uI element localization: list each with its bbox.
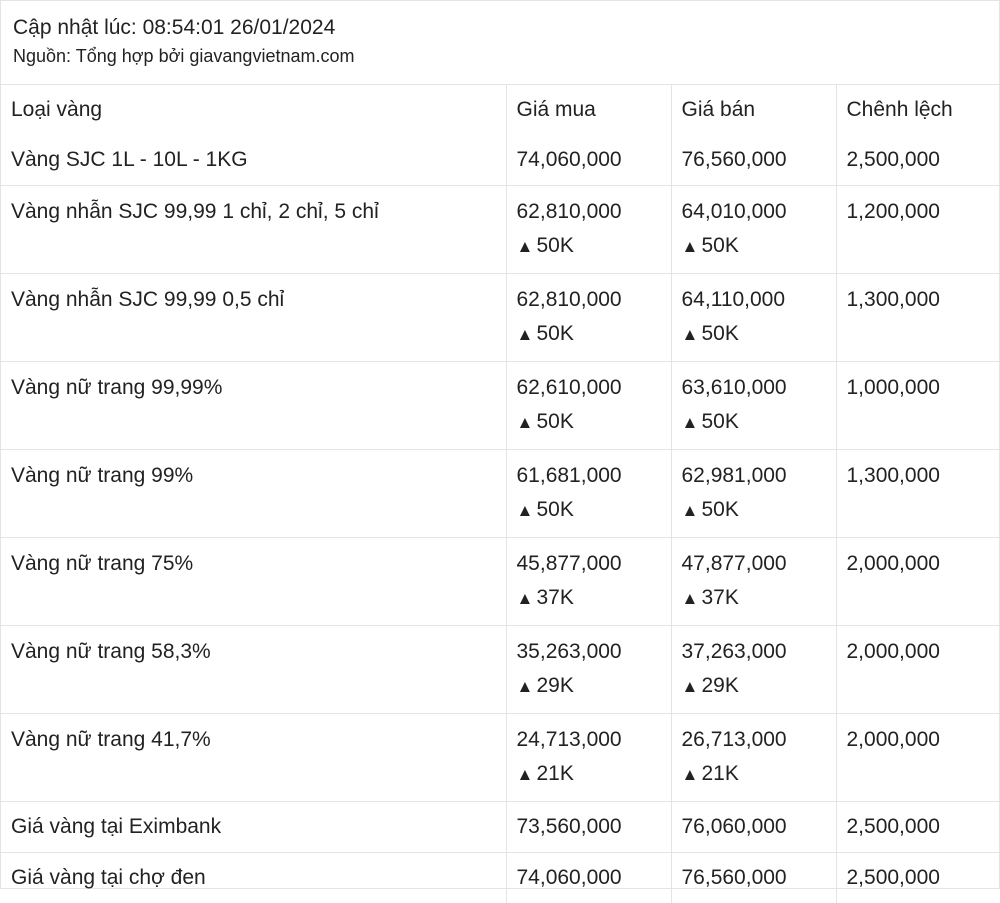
price-change (682, 405, 836, 440)
sell-price-cell (671, 450, 836, 538)
difference-cell-value: 1,300,000 (847, 288, 940, 311)
sell-price-cell (671, 626, 836, 714)
difference-cell-value: 1,000,000 (847, 376, 940, 399)
table-row (1, 538, 999, 626)
table-row (1, 450, 999, 538)
difference-cell (836, 626, 999, 714)
table-row (1, 135, 999, 186)
gold-price-table (1, 85, 999, 903)
sell-price-cell-value: 63,610,000 (682, 376, 787, 399)
price-change-amount: 29K (537, 674, 574, 697)
sell-price-cell (671, 274, 836, 362)
price-change-amount: 50K (537, 322, 574, 345)
buy-price-cell (506, 802, 671, 853)
sell-price-cell (671, 362, 836, 450)
price-change (517, 757, 671, 792)
up-triangle-icon: ▲ (682, 758, 702, 792)
gold-type-cell (1, 450, 506, 538)
gold-type-cell (1, 714, 506, 802)
difference-cell-value: 2,500,000 (847, 815, 940, 838)
gold-type-cell (1, 362, 506, 450)
table-row (1, 362, 999, 450)
sell-price-cell (671, 538, 836, 626)
difference-cell-value: 2,000,000 (847, 640, 940, 663)
up-triangle-icon: ▲ (517, 494, 537, 528)
up-triangle-icon: ▲ (682, 230, 702, 264)
sell-price-cell (671, 802, 836, 853)
gold-type-cell-value: Giá vàng tại Eximbank (11, 815, 221, 838)
column-header-sell-price: Giá bán (671, 85, 836, 135)
price-change (517, 405, 671, 440)
up-triangle-icon: ▲ (682, 406, 702, 440)
up-triangle-icon: ▲ (682, 670, 702, 704)
sell-price-cell-value: 76,560,000 (682, 866, 787, 889)
gold-type-cell (1, 538, 506, 626)
up-triangle-icon: ▲ (517, 318, 537, 352)
price-change (517, 493, 671, 528)
difference-cell (836, 802, 999, 853)
difference-cell (836, 853, 999, 903)
up-triangle-icon: ▲ (517, 406, 537, 440)
up-triangle-icon: ▲ (682, 494, 702, 528)
sell-price-cell-value: 37,263,000 (682, 640, 787, 663)
difference-cell-value: 2,000,000 (847, 728, 940, 751)
price-change (682, 493, 836, 528)
price-change-amount: 50K (537, 234, 574, 257)
difference-cell-value: 1,300,000 (847, 464, 940, 487)
price-change-amount: 50K (537, 498, 574, 521)
price-change (517, 317, 671, 352)
price-change-amount: 50K (702, 234, 739, 257)
update-timestamp: Cập nhật lúc: 08:54:01 26/01/2024 (13, 13, 987, 43)
source-credit: Nguồn: Tổng hợp bởi giavangvietnam.com (13, 43, 987, 69)
difference-cell (836, 186, 999, 274)
buy-price-cell (506, 450, 671, 538)
price-change (517, 581, 671, 616)
sell-price-cell-value: 64,110,000 (682, 288, 786, 311)
gold-type-cell (1, 274, 506, 362)
update-header (1, 1, 999, 85)
sell-price-cell-value: 26,713,000 (682, 728, 787, 751)
difference-cell-value: 2,500,000 (847, 866, 940, 889)
column-header-buy-price: Giá mua (506, 85, 671, 135)
gold-type-cell-value: Vàng nữ trang 58,3% (11, 640, 211, 663)
difference-cell (836, 714, 999, 802)
price-change-amount: 37K (537, 586, 574, 609)
table-row (1, 186, 999, 274)
price-change-amount: 29K (702, 674, 739, 697)
buy-price-cell (506, 362, 671, 450)
table-body (1, 135, 999, 903)
price-change (682, 581, 836, 616)
difference-cell-value: 2,500,000 (847, 148, 940, 171)
price-change-amount: 50K (702, 498, 739, 521)
price-change-amount: 21K (702, 762, 739, 785)
table-row (1, 853, 999, 903)
buy-price-cell-value: 61,681,000 (517, 464, 622, 487)
buy-price-cell-value: 73,560,000 (517, 815, 622, 838)
buy-price-cell (506, 538, 671, 626)
price-change-amount: 50K (537, 410, 574, 433)
table-row (1, 274, 999, 362)
buy-price-cell (506, 274, 671, 362)
price-change (682, 757, 836, 792)
price-change-amount: 50K (702, 410, 739, 433)
price-change-amount: 50K (702, 322, 739, 345)
table-row (1, 802, 999, 853)
column-header-difference: Chênh lệch (836, 85, 999, 135)
difference-cell (836, 274, 999, 362)
up-triangle-icon: ▲ (517, 582, 537, 616)
buy-price-cell-value: 62,810,000 (517, 200, 622, 223)
buy-price-cell-value: 74,060,000 (517, 866, 622, 889)
gold-type-cell (1, 186, 506, 274)
sell-price-cell-value: 62,981,000 (682, 464, 787, 487)
price-change (682, 229, 836, 264)
up-triangle-icon: ▲ (517, 670, 537, 704)
gold-type-cell (1, 853, 506, 903)
price-change (682, 317, 836, 352)
gold-type-cell-value: Vàng nữ trang 99% (11, 464, 193, 487)
difference-cell-value: 2,000,000 (847, 552, 940, 575)
price-change-amount: 37K (702, 586, 739, 609)
buy-price-cell (506, 714, 671, 802)
up-triangle-icon: ▲ (682, 582, 702, 616)
gold-type-cell-value: Vàng nữ trang 99,99% (11, 376, 222, 399)
buy-price-cell-value: 74,060,000 (517, 148, 622, 171)
difference-cell-value: 1,200,000 (847, 200, 940, 223)
buy-price-cell (506, 186, 671, 274)
gold-type-cell-value: Vàng nữ trang 75% (11, 552, 193, 575)
table-row (1, 626, 999, 714)
price-change (682, 669, 836, 704)
difference-cell (836, 362, 999, 450)
gold-type-cell-value: Giá vàng tại chợ đen (11, 866, 206, 889)
up-triangle-icon: ▲ (682, 318, 702, 352)
column-header-gold-type: Loại vàng (1, 85, 506, 135)
sell-price-cell-value: 47,877,000 (682, 552, 787, 575)
table-header-row (1, 85, 999, 135)
sell-price-cell (671, 853, 836, 903)
sell-price-cell-value: 76,060,000 (682, 815, 787, 838)
buy-price-cell-value: 62,610,000 (517, 376, 622, 399)
gold-type-cell (1, 802, 506, 853)
buy-price-cell-value: 24,713,000 (517, 728, 622, 751)
sell-price-cell (671, 714, 836, 802)
buy-price-cell (506, 626, 671, 714)
buy-price-cell-value: 62,810,000 (517, 288, 622, 311)
price-change (517, 669, 671, 704)
price-change (517, 229, 671, 264)
buy-price-cell (506, 853, 671, 903)
sell-price-cell (671, 135, 836, 186)
gold-type-cell-value: Vàng SJC 1L - 10L - 1KG (11, 148, 248, 171)
up-triangle-icon: ▲ (517, 758, 537, 792)
price-change-amount: 21K (537, 762, 574, 785)
gold-type-cell-value: Vàng nữ trang 41,7% (11, 728, 211, 751)
gold-type-cell-value: Vàng nhẫn SJC 99,99 1 chỉ, 2 chỉ, 5 chỉ (11, 200, 379, 223)
sell-price-cell-value: 64,010,000 (682, 200, 787, 223)
gold-type-cell (1, 135, 506, 186)
buy-price-cell-value: 45,877,000 (517, 552, 622, 575)
up-triangle-icon: ▲ (517, 230, 537, 264)
sell-price-cell-value: 76,560,000 (682, 148, 787, 171)
buy-price-cell-value: 35,263,000 (517, 640, 622, 663)
table-row (1, 714, 999, 802)
gold-type-cell (1, 626, 506, 714)
difference-cell (836, 135, 999, 186)
difference-cell (836, 450, 999, 538)
difference-cell (836, 538, 999, 626)
buy-price-cell (506, 135, 671, 186)
gold-type-cell-value: Vàng nhẫn SJC 99,99 0,5 chỉ (11, 288, 284, 311)
sell-price-cell (671, 186, 836, 274)
